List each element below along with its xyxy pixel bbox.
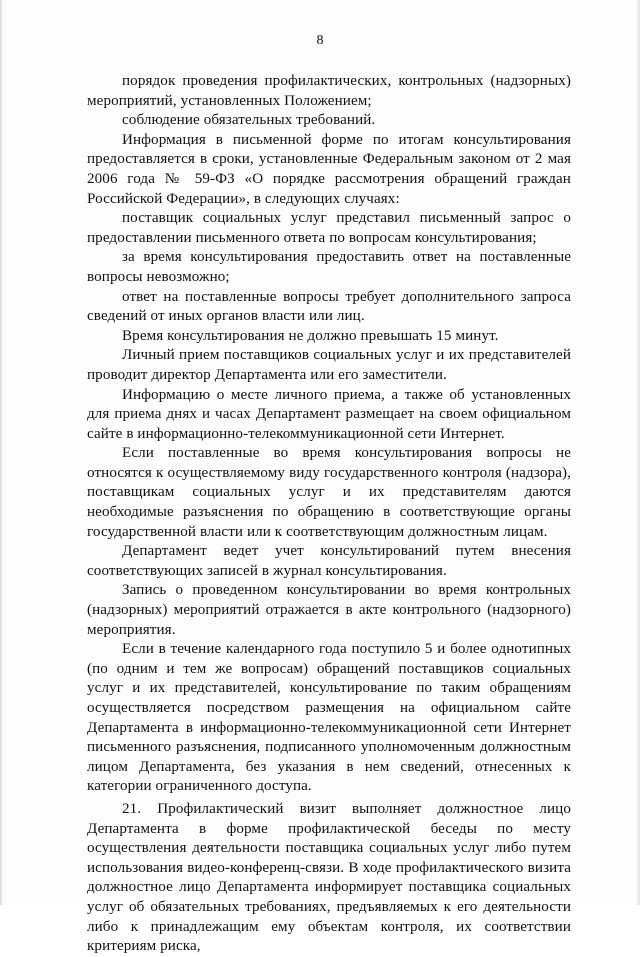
paragraph: Личный прием поставщиков социальных услуг и их представителей проводит директор Департамента или его заместители. — [87, 347, 571, 383]
paragraph: Если поставленные во время консультирования вопросы не относятся к осуществляемому виду государственного контроля (надзора), поставщикам социальных услуг и их представителям даются необходимые разъяснения по обращению в соответствующие органы государственной власти или к соответствующим должностным лицам. — [87, 445, 571, 540]
page-number: 8 — [316, 33, 324, 48]
paragraph: Если в течение календарного года поступило 5 и более однотипных (по одним и тем же вопросам) обращений поставщиков социальных услуг и их представителей, консультирование по таким обращениям осуществляется посредством размещения на официальном сайте Департамента в информационно-телекоммуникационной сети Интернет письменного разъяснения, подписанного уполномоченным должностным лицом Департамента, без указания в нем сведений, отнесенных к категории ограниченного доступа. — [87, 641, 571, 795]
paragraph: порядок проведения профилактических, контрольных (надзорных) мероприятий, установленных Положением; — [87, 73, 571, 109]
paragraph: Департамент ведет учет консультирований путем внесения соответствующих записей в журнал консультирования. — [87, 543, 571, 579]
document-body — [87, 72, 571, 957]
paragraph: поставщик социальных услуг представил письменный запрос о предоставлении письменного ответа по вопросам консультирования; — [87, 210, 571, 246]
paragraph: ответ на поставленные вопросы требует дополнительного запроса сведений от иных органов власти или лиц. — [87, 288, 571, 325]
paragraph: за время консультирования предоставить ответ на поставленные вопросы невозможно; — [87, 249, 571, 285]
paragraph-clause-21: 21. Профилактический визит выполняет должностное лицо Департамента в форме профилактической беседы по месту осуществления деятельности поставщика социальных услуг либо путем использования видео-конференц-связи. В ходе профилактического визита должностное лицо Департамента информирует поставщика социальных услуг об обязательных требованиях, предъявляемых к его деятельности либо к принадлежащим ему объектам контроля, их соответствии критериям риска, — [87, 800, 571, 955]
paragraph: Информацию о месте личного приема, а также об установленных для приема днях и часах Департамент размещает на своем официальном сайте в информационно-телекоммуникационной сети Интернет. — [87, 386, 571, 442]
scan-edge-left — [0, 0, 3, 905]
paragraph: Время консультирования не должно превышать 15 минут. — [122, 327, 499, 344]
scan-edge-right — [636, 0, 640, 905]
paragraph: соблюдение обязательных требований. — [122, 112, 376, 129]
paragraph: Информация в письменной форме по итогам консультирования предоставляется в сроки, установленные Федеральным законом от 2 мая 2006 года № 59-ФЗ «О порядке рассмотрения обращений граждан Российской Федерации», в следующих случаях: — [87, 131, 571, 207]
paragraph: Запись о проведенном консультировании во время контрольных (надзорных) мероприятий отражается в акте контрольного (надзорного) мероприятия. — [87, 582, 571, 638]
